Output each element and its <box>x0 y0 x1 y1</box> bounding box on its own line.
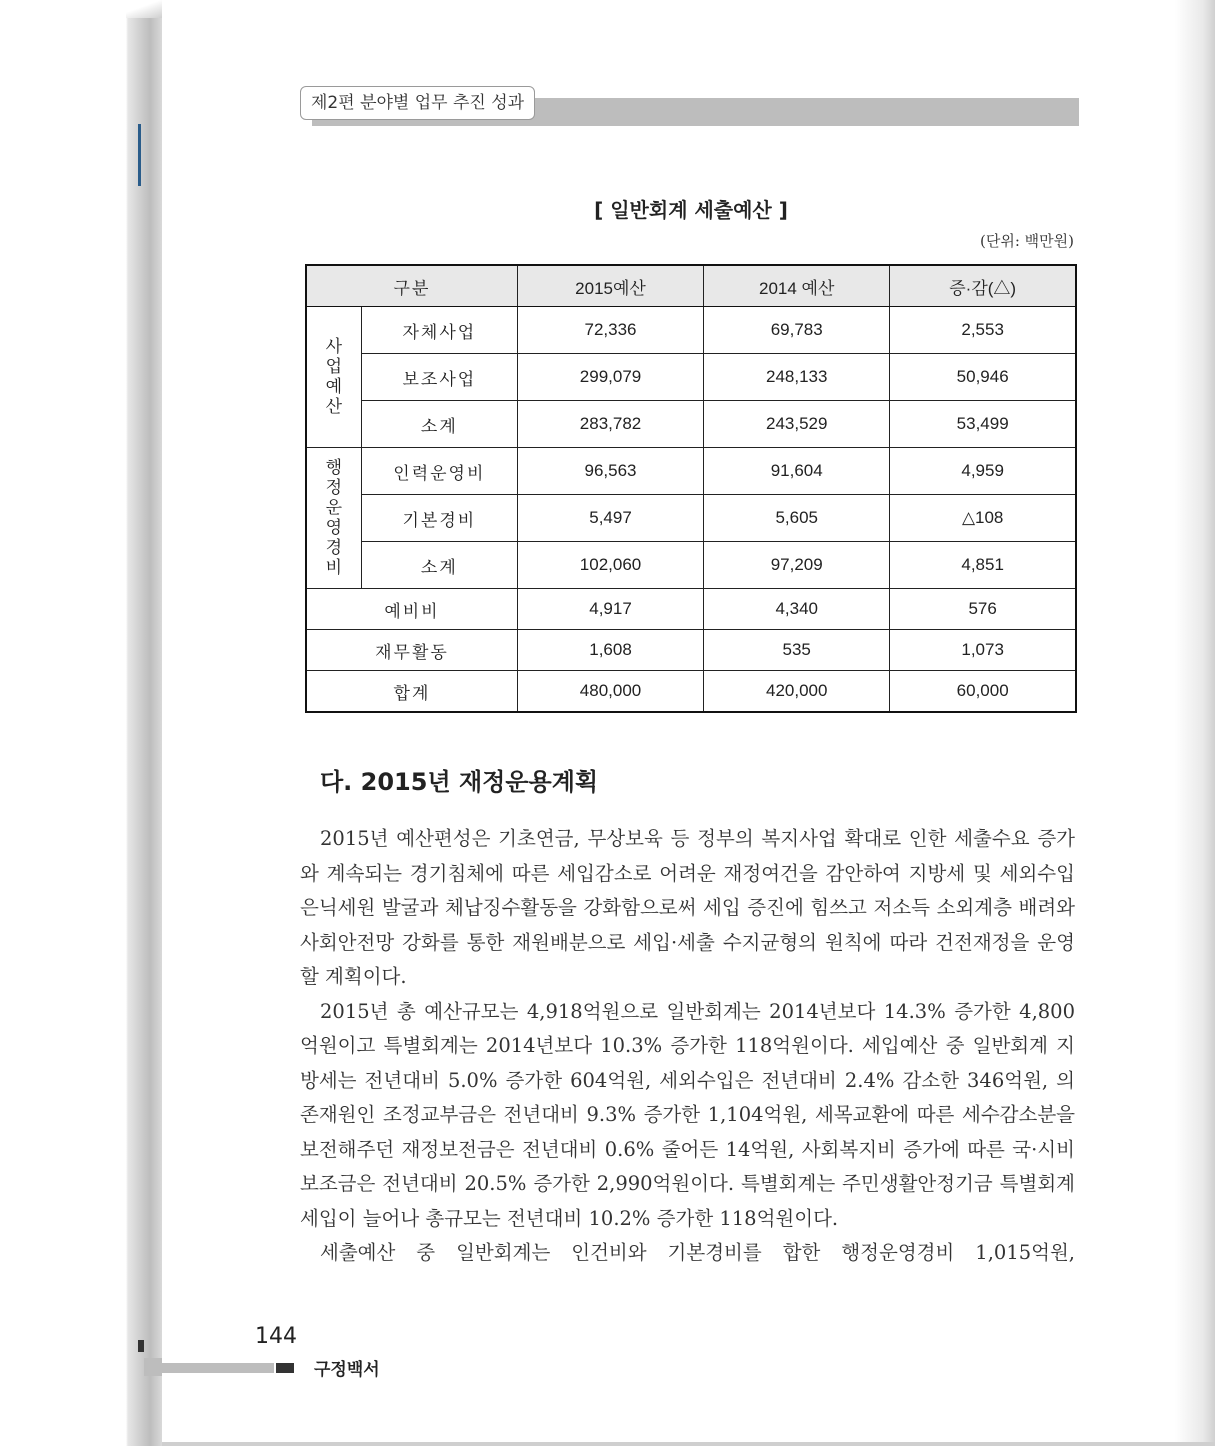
cell-diff: 60,000 <box>890 671 1076 713</box>
row-label: 합계 <box>306 671 517 713</box>
page-number: 144 <box>255 1324 297 1349</box>
row-label: 인력운영비 <box>361 448 517 495</box>
cell-2014: 535 <box>704 630 890 671</box>
cell-2015: 1,608 <box>517 630 703 671</box>
page-shadow <box>1175 0 1215 1446</box>
chapter-title: 제2편 분야별 업무 추진 성과 <box>300 86 535 120</box>
row-label: 자체사업 <box>361 307 517 354</box>
section-heading: 다. 2015년 재정운용계획 <box>320 768 599 796</box>
header-2014: 2014 예산 <box>704 265 890 307</box>
footer-label: 구정백서 <box>314 1360 380 1380</box>
group-label: 사업예산 <box>306 307 361 448</box>
book-spine <box>0 0 162 1446</box>
cell-2015: 283,782 <box>517 401 703 448</box>
table-unit: (단위: 백만원) <box>980 232 1074 250</box>
table-row <box>306 589 1076 630</box>
cell-2014: 243,529 <box>704 401 890 448</box>
cell-2015: 5,497 <box>517 495 703 542</box>
row-label: 재무활동 <box>306 630 517 671</box>
footer-bar <box>160 1363 274 1373</box>
cell-2015: 72,336 <box>517 307 703 354</box>
budget-table <box>305 264 1077 713</box>
row-label: 소계 <box>361 542 517 589</box>
cell-diff: 4,959 <box>890 448 1076 495</box>
cell-diff: 53,499 <box>890 401 1076 448</box>
group-label: 행정운영경비 <box>306 448 361 589</box>
row-label: 예비비 <box>306 589 517 630</box>
cell-2014: 4,340 <box>704 589 890 630</box>
cell-2014: 69,783 <box>704 307 890 354</box>
cell-2014: 5,605 <box>704 495 890 542</box>
row-label: 소계 <box>361 401 517 448</box>
table-row <box>306 542 1076 589</box>
table-row <box>306 671 1076 713</box>
table-row <box>306 630 1076 671</box>
cell-2014: 97,209 <box>704 542 890 589</box>
row-label: 기본경비 <box>361 495 517 542</box>
cell-2014: 248,133 <box>704 354 890 401</box>
cell-2015: 4,917 <box>517 589 703 630</box>
cell-diff: 1,073 <box>890 630 1076 671</box>
table-row <box>306 495 1076 542</box>
cell-diff: 2,553 <box>890 307 1076 354</box>
cell-diff: 576 <box>890 589 1076 630</box>
table-row <box>306 354 1076 401</box>
cell-diff: 50,946 <box>890 354 1076 401</box>
spine-marker <box>138 124 141 186</box>
book-edge <box>126 0 162 18</box>
table-header-row <box>306 265 1076 307</box>
header-category: 구분 <box>306 265 517 307</box>
footer-square <box>276 1363 294 1373</box>
cell-2015: 96,563 <box>517 448 703 495</box>
table-title: [ 일반회계 세출예산 ] <box>594 198 788 222</box>
cell-2015: 299,079 <box>517 354 703 401</box>
table-row <box>306 307 1076 354</box>
paragraph: 세출예산 중 일반회계는 인건비와 기본경비를 합한 행정운영경비 1,015억원, <box>320 1241 1075 1264</box>
header-2015: 2015예산 <box>517 265 703 307</box>
body-text <box>300 822 1075 1271</box>
paragraph: 2015년 총 예산규모는 4,918억원으로 일반회계는 2014년보다 14.3% 증가한 4,800억원이고 특별회계는 2014년보다 10.3% 증가한 118억원이다. 세입예산 중 일반회계 지방세는 전년대비 5.0% 증가한 604억원, 세외수입은 전년대비 2.4% 감소한 346억원, 의존재원인 조정교부금은 전년대비 9.3% 증가한 1,104억원, 세목교환에 따른 세수감소분을 보전해주던 재정보전금은 전년대비 0.6% 줄어든 14억원, 사회복지비 증가에 따른 국·시비 보조금은 전년대비 20.5% 증가한 2,990억원이다. 특별회계는 주민생활안정기금 특별회계 세입이 늘어나 총규모는 전년대비 10.2% 증가한 118억원이다. <box>300 999 1075 1230</box>
spine-marker-bottom <box>138 1340 144 1352</box>
cell-diff: △108 <box>890 495 1076 542</box>
header-diff: 증·감(△) <box>890 265 1076 307</box>
cell-2015: 102,060 <box>517 542 703 589</box>
page-bottom-edge <box>162 1442 1215 1446</box>
table-row <box>306 448 1076 495</box>
cell-2015: 480,000 <box>517 671 703 713</box>
cell-2014: 420,000 <box>704 671 890 713</box>
cell-2014: 91,604 <box>704 448 890 495</box>
row-label: 보조사업 <box>361 354 517 401</box>
table-row <box>306 401 1076 448</box>
paragraph: 2015년 예산편성은 기초연금, 무상보육 등 정부의 복지사업 확대로 인한 세출수요 증가와 계속되는 경기침체에 따른 세입감소로 어려운 재정여건을 감안하여 지방세 및 세외수입 은닉세원 발굴과 체납징수활동을 강화함으로써 세입 증진에 힘쓰고 저소득 소외계층 배려와 사회안전망 강화를 통한 재원배분으로 세입·세출 수지균형의 원칙에 따라 건전재정을 운영할 계획이다. <box>300 827 1075 988</box>
cell-diff: 4,851 <box>890 542 1076 589</box>
